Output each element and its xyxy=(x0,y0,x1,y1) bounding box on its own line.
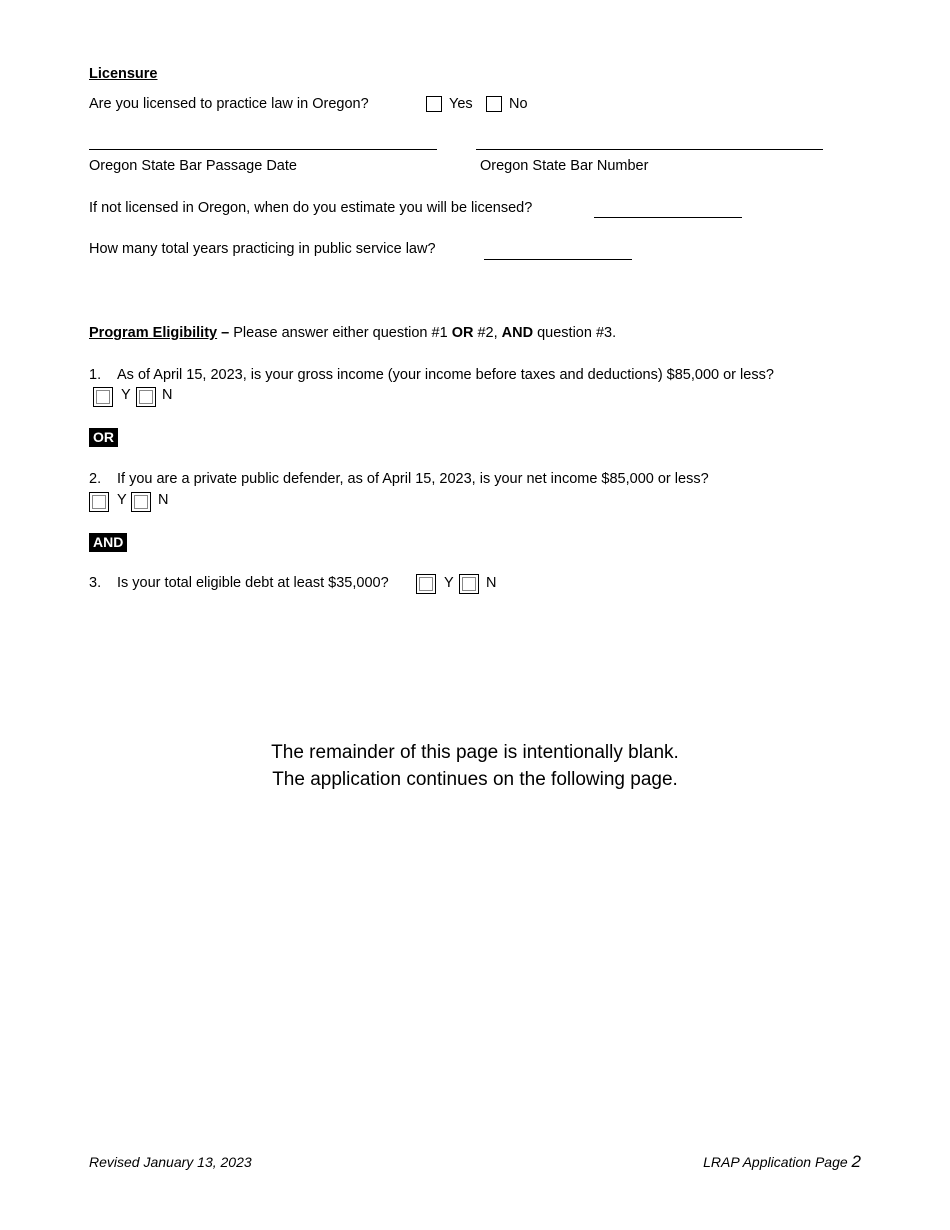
and-tag: AND xyxy=(89,533,127,552)
footer-page-label xyxy=(703,1152,861,1172)
eligibility-intro-and: AND xyxy=(501,325,534,341)
q1-text: As of April 15, 2023, is your gross income (your income before taxes and deductions) $85,000 or less? xyxy=(117,367,774,383)
q3-yes-label: Y xyxy=(444,575,454,591)
q1-yes-checkbox[interactable] xyxy=(93,387,113,407)
or-tag: OR xyxy=(89,428,118,447)
eligibility-intro-3: question #3. xyxy=(533,325,617,341)
q3-number: 3. xyxy=(89,575,102,591)
q2-no-checkbox[interactable] xyxy=(131,492,151,512)
eligibility-heading: Program Eligibility xyxy=(89,325,218,341)
q1-no-checkbox[interactable] xyxy=(136,387,156,407)
q3-yes-checkbox[interactable] xyxy=(416,574,436,594)
bar-number-label: Oregon State Bar Number xyxy=(480,158,649,174)
eligibility-intro-1: Please answer either question #1 xyxy=(233,325,452,341)
q2-yes-checkbox[interactable] xyxy=(89,492,109,512)
licensed-yes-label: Yes xyxy=(449,96,473,112)
estimate-field[interactable] xyxy=(594,217,742,218)
footer-revised-date: Revised January 13, 2023 xyxy=(89,1154,252,1170)
licensed-question: Are you licensed to practice law in Oregon? xyxy=(89,96,369,112)
footer-page-number: 2 xyxy=(851,1152,861,1171)
passage-date-label: Oregon State Bar Passage Date xyxy=(89,158,297,174)
blank-page-note-line-1: The remainder of this page is intentionally blank. xyxy=(271,742,679,763)
blank-page-note-line-2: The application continues on the following page. xyxy=(272,769,678,790)
eligibility-intro xyxy=(89,325,616,341)
q2-text: If you are a private public defender, as of April 15, 2023, is your net income $85,000 or less? xyxy=(117,471,709,487)
q1-number: 1. xyxy=(89,367,102,383)
licensure-heading: Licensure xyxy=(89,66,158,82)
licensed-no-label: No xyxy=(509,96,528,112)
passage-date-field[interactable] xyxy=(89,149,437,150)
eligibility-intro-or: OR xyxy=(451,325,474,341)
footer-page-text: LRAP Application Page xyxy=(703,1154,852,1170)
eligibility-intro-2: #2, xyxy=(473,325,502,341)
q2-number: 2. xyxy=(89,471,102,487)
bar-number-field[interactable] xyxy=(476,149,823,150)
q1-no-label: N xyxy=(162,387,173,403)
q3-no-label: N xyxy=(486,575,497,591)
years-question: How many total years practicing in public service law? xyxy=(89,241,436,257)
eligibility-dash: – xyxy=(217,325,234,341)
years-field[interactable] xyxy=(484,259,632,260)
licensed-no-checkbox[interactable] xyxy=(486,96,502,112)
q1-yes-label: Y xyxy=(121,387,131,403)
q3-no-checkbox[interactable] xyxy=(459,574,479,594)
estimate-question: If not licensed in Oregon, when do you estimate you will be licensed? xyxy=(89,200,533,216)
q2-no-label: N xyxy=(158,492,169,508)
q3-text: Is your total eligible debt at least $35,000? xyxy=(117,575,389,591)
licensed-yes-checkbox[interactable] xyxy=(426,96,442,112)
q2-yes-label: Y xyxy=(117,492,127,508)
